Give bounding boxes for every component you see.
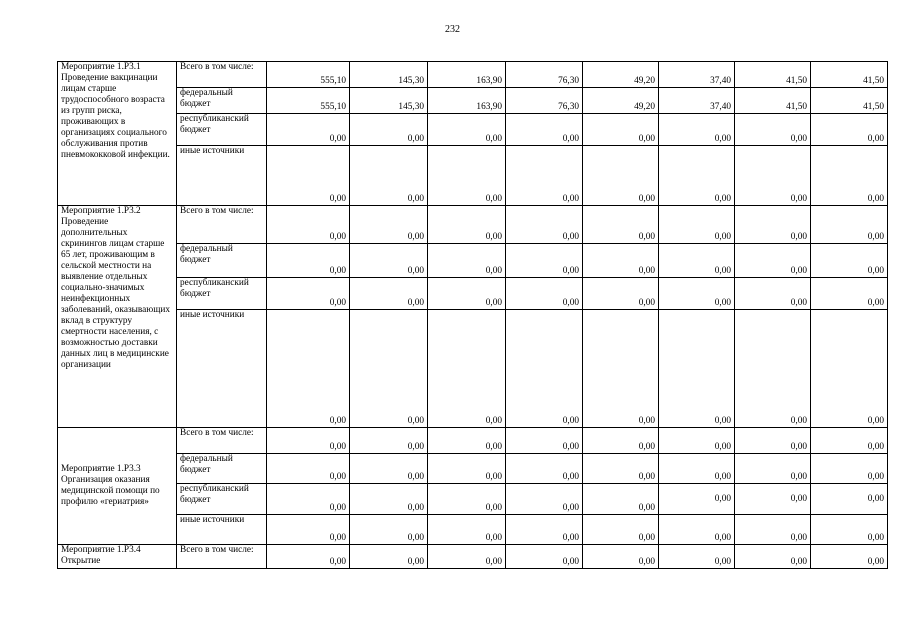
amount-cell: 0,00	[583, 454, 659, 484]
funding-source: иные источники	[177, 310, 267, 428]
measure-name: Мероприятие 1.Р3.2 Проведение дополнительных скринингов лицам старше 65 лет, проживающим в сельской местности на выявление отдельных социально-значимых неинфекционных заболеваний, оказывающих вклад в структуру смертности населения, с возможностью доставки данных лиц в медицинские организации	[58, 206, 177, 428]
amount-cell: 0,00	[428, 206, 506, 244]
table-row	[58, 146, 888, 206]
amount-cell: 0,00	[583, 146, 659, 206]
amount-cell: 0,00	[659, 454, 735, 484]
amount-cell: 0,00	[350, 146, 428, 206]
funding-source: Всего в том числе:	[177, 62, 267, 88]
amount-cell: 0,00	[735, 244, 811, 278]
amount-cell: 163,90	[428, 88, 506, 114]
amount-cell: 0,00	[506, 278, 583, 310]
amount-cell: 41,50	[811, 62, 888, 88]
amount-cell: 0,00	[735, 545, 811, 569]
amount-cell: 0,00	[659, 310, 735, 428]
amount-cell: 0,00	[659, 428, 735, 454]
amount-cell: 163,90	[428, 62, 506, 88]
amount-cell: 0,00	[659, 278, 735, 310]
amount-cell: 0,00	[350, 515, 428, 545]
amount-cell: 0,00	[350, 310, 428, 428]
amount-cell: 0,00	[659, 515, 735, 545]
amount-cell: 0,00	[735, 454, 811, 484]
amount-cell: 0,00	[428, 244, 506, 278]
table-row	[58, 244, 888, 278]
table-row	[58, 88, 888, 114]
amount-cell: 0,00	[267, 484, 350, 515]
amount-cell: 41,50	[735, 62, 811, 88]
amount-cell: 0,00	[350, 428, 428, 454]
amount-cell: 0,00	[350, 484, 428, 515]
funding-source: иные источники	[177, 515, 267, 545]
amount-cell: 0,00	[428, 545, 506, 569]
amount-cell: 145,30	[350, 62, 428, 88]
amount-cell: 0,00	[811, 146, 888, 206]
amount-cell: 0,00	[659, 114, 735, 146]
measure-name: Мероприятие 1.Р3.3 Организация оказания медицинской помощи по профилю «гериатрия»	[58, 428, 177, 545]
funding-source: федеральный бюджет	[177, 454, 267, 484]
amount-cell: 0,00	[659, 244, 735, 278]
amount-cell: 0,00	[735, 515, 811, 545]
amount-cell: 49,20	[583, 88, 659, 114]
amount-cell: 76,30	[506, 62, 583, 88]
amount-cell: 0,00	[267, 428, 350, 454]
amount-cell: 0,00	[506, 428, 583, 454]
amount-cell: 37,40	[659, 88, 735, 114]
measure-name: Мероприятие 1.Р3.4 Открытие	[58, 545, 177, 569]
amount-cell: 0,00	[428, 146, 506, 206]
table-row	[58, 545, 888, 569]
table-row	[58, 310, 888, 428]
amount-cell: 0,00	[735, 114, 811, 146]
page-number: 232	[445, 24, 460, 35]
funding-source: Всего в том числе:	[177, 428, 267, 454]
funding-source: федеральный бюджет	[177, 88, 267, 114]
amount-cell: 0,00	[350, 278, 428, 310]
amount-cell: 0,00	[350, 545, 428, 569]
amount-cell: 49,20	[583, 62, 659, 88]
amount-cell: 0,00	[735, 484, 811, 515]
amount-cell: 0,00	[735, 146, 811, 206]
amount-cell: 0,00	[506, 515, 583, 545]
amount-cell: 0,00	[583, 244, 659, 278]
amount-cell: 0,00	[583, 114, 659, 146]
amount-cell: 0,00	[267, 114, 350, 146]
amount-cell: 0,00	[267, 244, 350, 278]
amount-cell: 0,00	[350, 454, 428, 484]
amount-cell: 0,00	[811, 515, 888, 545]
amount-cell: 0,00	[735, 278, 811, 310]
amount-cell: 0,00	[267, 310, 350, 428]
amount-cell: 0,00	[428, 114, 506, 146]
amount-cell: 0,00	[811, 545, 888, 569]
amount-cell: 555,10	[267, 62, 350, 88]
amount-cell: 0,00	[428, 454, 506, 484]
amount-cell: 0,00	[811, 454, 888, 484]
table-row	[58, 114, 888, 146]
amount-cell: 145,30	[350, 88, 428, 114]
amount-cell: 0,00	[506, 244, 583, 278]
amount-cell: 0,00	[811, 206, 888, 244]
amount-cell: 0,00	[735, 428, 811, 454]
amount-cell: 76,30	[506, 88, 583, 114]
amount-cell: 0,00	[506, 114, 583, 146]
amount-cell: 0,00	[811, 484, 888, 515]
table-row	[58, 454, 888, 484]
amount-cell: 0,00	[267, 146, 350, 206]
amount-cell: 0,00	[506, 484, 583, 515]
amount-cell: 41,50	[811, 88, 888, 114]
amount-cell: 0,00	[735, 206, 811, 244]
amount-cell: 555,10	[267, 88, 350, 114]
amount-cell: 0,00	[506, 545, 583, 569]
funding-source: республиканский бюджет	[177, 278, 267, 310]
amount-cell: 0,00	[428, 515, 506, 545]
amount-cell: 0,00	[811, 278, 888, 310]
amount-cell: 0,00	[350, 114, 428, 146]
amount-cell: 0,00	[583, 428, 659, 454]
table-row	[58, 62, 888, 88]
amount-cell: 0,00	[428, 428, 506, 454]
amount-cell: 37,40	[659, 62, 735, 88]
amount-cell: 0,00	[267, 454, 350, 484]
amount-cell: 0,00	[267, 545, 350, 569]
amount-cell: 0,00	[267, 515, 350, 545]
amount-cell: 0,00	[659, 484, 735, 515]
amount-cell: 0,00	[350, 244, 428, 278]
table-row	[58, 206, 888, 244]
table-row	[58, 515, 888, 545]
amount-cell: 0,00	[735, 310, 811, 428]
amount-cell: 0,00	[506, 206, 583, 244]
amount-cell: 0,00	[811, 310, 888, 428]
amount-cell: 0,00	[811, 114, 888, 146]
amount-cell: 0,00	[428, 310, 506, 428]
amount-cell: 0,00	[583, 545, 659, 569]
amount-cell: 0,00	[811, 428, 888, 454]
funding-source: республиканский бюджет	[177, 484, 267, 515]
amount-cell: 0,00	[583, 278, 659, 310]
amount-cell: 0,00	[267, 278, 350, 310]
amount-cell: 0,00	[583, 515, 659, 545]
amount-cell: 0,00	[659, 545, 735, 569]
amount-cell: 0,00	[659, 146, 735, 206]
amount-cell: 0,00	[506, 454, 583, 484]
funding-source: Всего в том числе:	[177, 545, 267, 569]
amount-cell: 0,00	[583, 206, 659, 244]
amount-cell: 0,00	[506, 146, 583, 206]
funding-source: республиканский бюджет	[177, 114, 267, 146]
amount-cell: 0,00	[428, 278, 506, 310]
table-row	[58, 428, 888, 454]
amount-cell: 0,00	[811, 244, 888, 278]
amount-cell: 0,00	[506, 310, 583, 428]
measure-name: Мероприятие 1.Р3.1 Проведение вакцинации лицам старше трудоспособного возраста из групп риска, проживающих в организациях социального обслуживания против пневмококковой инфекции.	[58, 62, 177, 206]
amount-cell: 0,00	[659, 206, 735, 244]
amount-cell: 0,00	[428, 484, 506, 515]
amount-cell: 0,00	[583, 484, 659, 515]
amount-cell: 0,00	[350, 206, 428, 244]
amount-cell: 0,00	[583, 310, 659, 428]
amount-cell: 0,00	[267, 206, 350, 244]
table-row	[58, 484, 888, 515]
budget-table	[57, 61, 888, 569]
funding-source: федеральный бюджет	[177, 244, 267, 278]
funding-source: иные источники	[177, 146, 267, 206]
amount-cell: 41,50	[735, 88, 811, 114]
funding-source: Всего в том числе:	[177, 206, 267, 244]
table-row	[58, 278, 888, 310]
